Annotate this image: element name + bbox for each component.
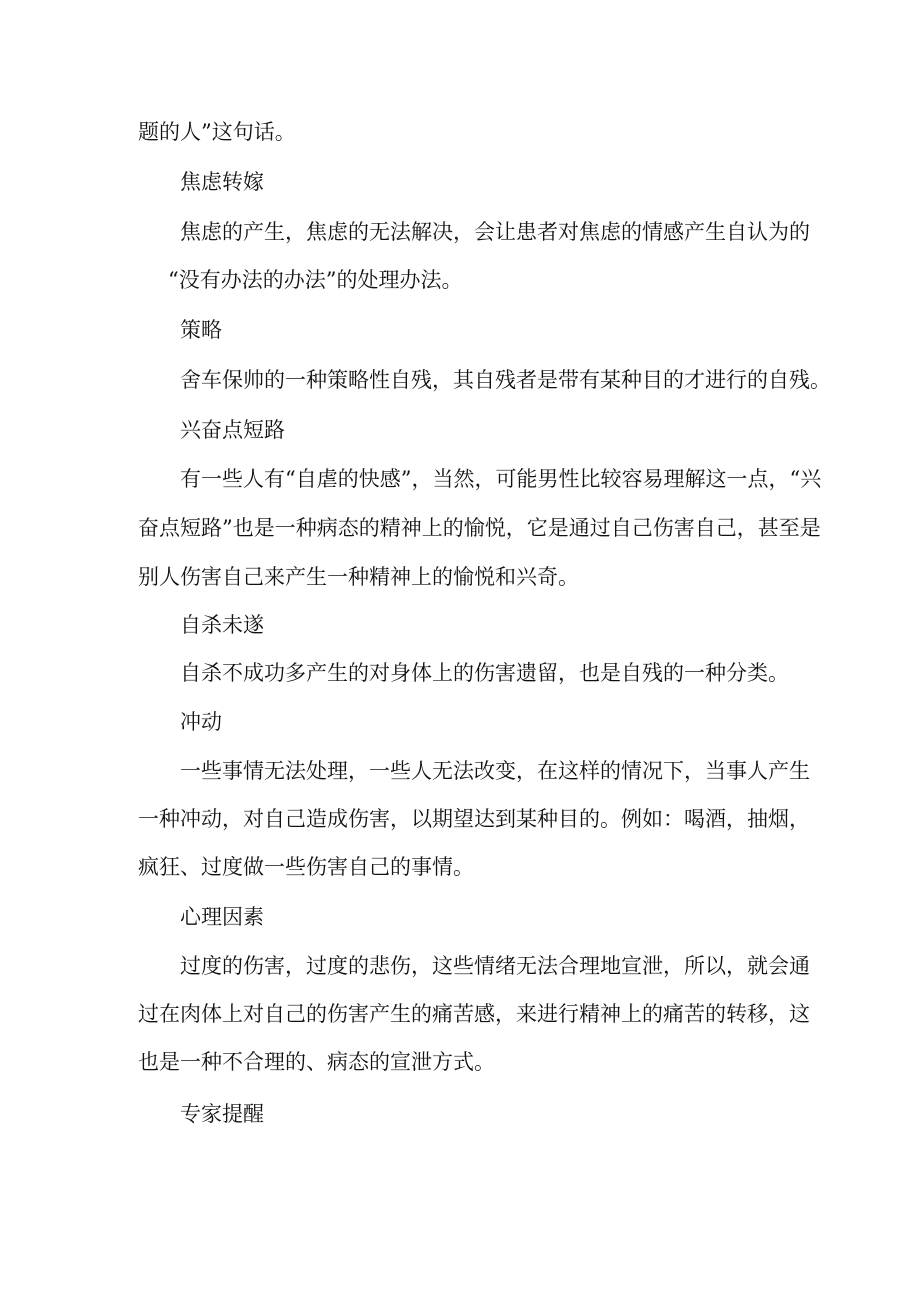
section-heading: 焦虑转嫁 <box>180 170 264 194</box>
paragraph-line: 也是一种不合理的、病态的宣泄方式。 <box>138 1050 495 1074</box>
section-heading: 心理因素 <box>180 905 264 929</box>
paragraph-line: 自杀不成功多产生的对身体上的伤害遗留，也是自残的一种分类。 <box>180 661 789 685</box>
paragraph-line: 舍车保帅的一种策略性自残，其自残者是带有某种目的才进行的自残。 <box>180 368 831 392</box>
section-heading: 策略 <box>180 318 222 342</box>
section-heading: 专家提醒 <box>180 1102 264 1126</box>
section-heading: 冲动 <box>180 710 222 734</box>
paragraph-line: 过在肉体上对自己的伤害产生的痛苦感，来进行精神上的痛苦的转移，这 <box>138 1002 810 1026</box>
section-heading: 自杀未遂 <box>180 613 264 637</box>
paragraph-line: “没有办法的办法”的处理办法。 <box>168 268 463 292</box>
paragraph-line: 题的人”这句话。 <box>138 120 296 144</box>
paragraph-line: 有一些人有“自虐的快感”，当然，可能男性比较容易理解这一点，“兴 <box>180 467 822 491</box>
paragraph-line: 一种冲动，对自己造成伤害，以期望达到某种目的。例如：喝酒，抽烟， <box>138 807 810 831</box>
paragraph-line: 疯狂、过度做一些伤害自己的事情。 <box>138 855 474 879</box>
paragraph-line: 过度的伤害，过度的悲伤，这些情绪无法合理地宣泄，所以，就会通 <box>180 954 810 978</box>
section-heading: 兴奋点短路 <box>180 418 285 442</box>
paragraph-line: 别人伤害自己来产生一种精神上的愉悦和兴奇。 <box>138 565 579 589</box>
paragraph-line: 奋点短路”也是一种病态的精神上的愉悦，它是通过自己伤害自己，甚至是 <box>138 516 821 540</box>
paragraph-line: 一些事情无法处理，一些人无法改变，在这样的情况下，当事人产生 <box>180 759 810 783</box>
paragraph-line: 焦虑的产生，焦虑的无法解决，会让患者对焦虑的情感产生自认为的 <box>180 220 810 244</box>
